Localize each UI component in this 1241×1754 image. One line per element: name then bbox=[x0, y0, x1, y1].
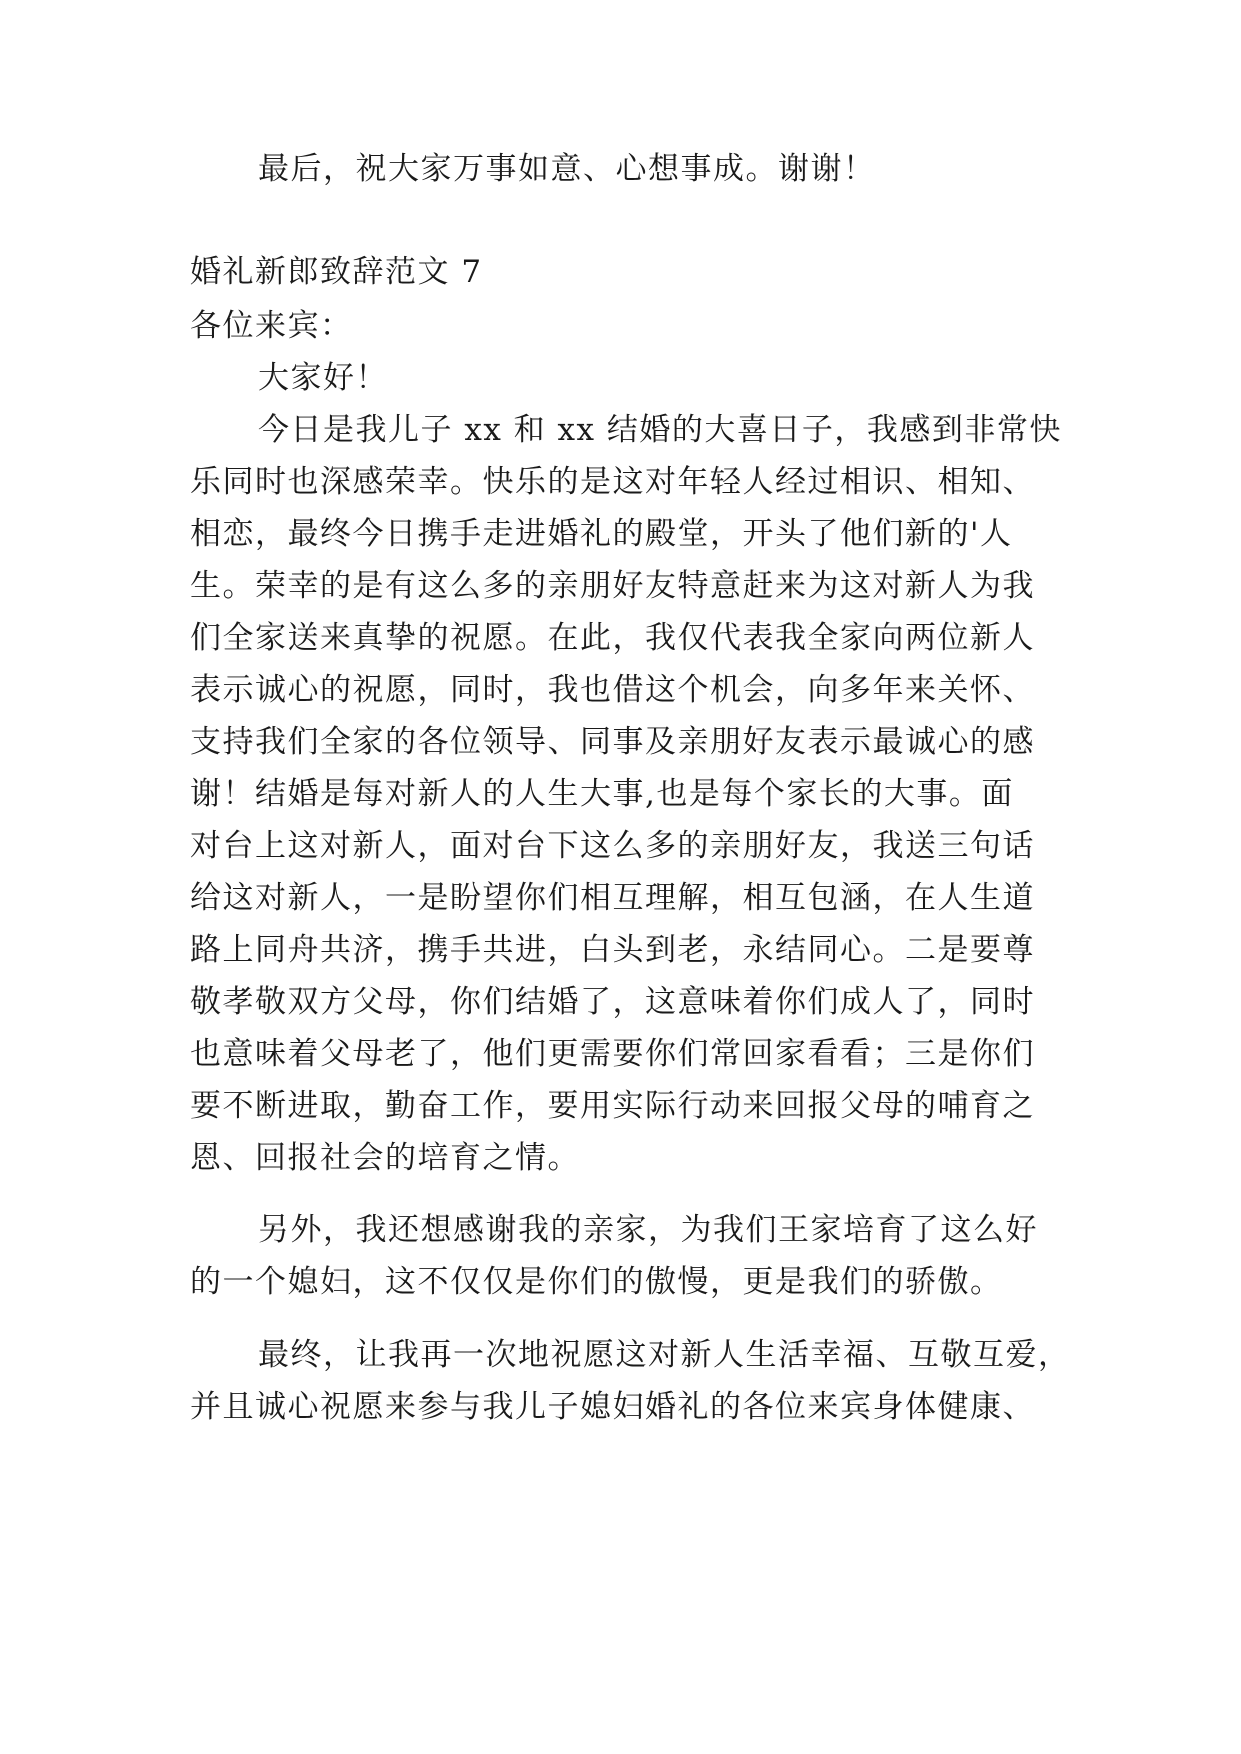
paragraph-line: 另外，我还想感谢我的亲家，为我们王家培育了这么好 bbox=[258, 1212, 1038, 1248]
paragraph-line: 恩、回报社会的培育之情。 bbox=[190, 1140, 580, 1176]
salutation: 各位来宾： bbox=[190, 308, 353, 344]
paragraph-line: 给这对新人，一是盼望你们相互理解，相互包涵，在人生道 bbox=[190, 880, 1035, 916]
paragraph-line: 要不断进取，勤奋工作，要用实际行动来回报父母的哺育之 bbox=[190, 1088, 1035, 1124]
paragraph-line: 并且诚心祝愿来参与我儿子媳妇婚礼的各位来宾身体健康、 bbox=[190, 1389, 1035, 1425]
paragraph-line: 也意味着父母老了，他们更需要你们常回家看看；三是你们 bbox=[190, 1036, 1035, 1072]
greeting: 大家好！ bbox=[258, 360, 388, 396]
paragraph-line: 相恋，最终今日携手走进婚礼的殿堂，开头了他们新的'人 bbox=[190, 516, 1013, 552]
paragraph-line: 谢！结婚是每对新人的人生大事,也是每个家长的大事。面 bbox=[190, 776, 1014, 812]
paragraph-line: 路上同舟共济，携手共进，白头到老，永结同心。二是要尊 bbox=[190, 932, 1035, 968]
paragraph-line: 的一个媳妇，这不仅仅是你们的傲慢，更是我们的骄傲。 bbox=[190, 1264, 1003, 1300]
closing-wish: 最后，祝大家万事如意、心想事成。谢谢！ bbox=[258, 151, 876, 187]
paragraph-line: 对台上这对新人，面对台下这么多的亲朋好友，我送三句话 bbox=[190, 828, 1035, 864]
paragraph-line: 敬孝敬双方父母，你们结婚了，这意味着你们成人了，同时 bbox=[190, 984, 1035, 1020]
paragraph-line: 们全家送来真挚的祝愿。在此，我仅代表我全家向两位新人 bbox=[190, 620, 1035, 656]
paragraph-line: 生。荣幸的是有这么多的亲朋好友特意赶来为这对新人为我 bbox=[190, 568, 1035, 604]
paragraph-line: 今日是我儿子 xx 和 xx 结婚的大喜日子，我感到非常快 bbox=[258, 412, 1062, 448]
paragraph-line: 乐同时也深感荣幸。快乐的是这对年轻人经过相识、相知、 bbox=[190, 464, 1035, 500]
paragraph-line: 最终，让我再一次地祝愿这对新人生活幸福、互敬互爱， bbox=[258, 1337, 1071, 1373]
paragraph-line: 支持我们全家的各位领导、同事及亲朋好友表示最诚心的感 bbox=[190, 724, 1035, 760]
section-heading: 婚礼新郎致辞范文 7 bbox=[190, 254, 483, 290]
paragraph-line: 表示诚心的祝愿，同时，我也借这个机会，向多年来关怀、 bbox=[190, 672, 1035, 708]
